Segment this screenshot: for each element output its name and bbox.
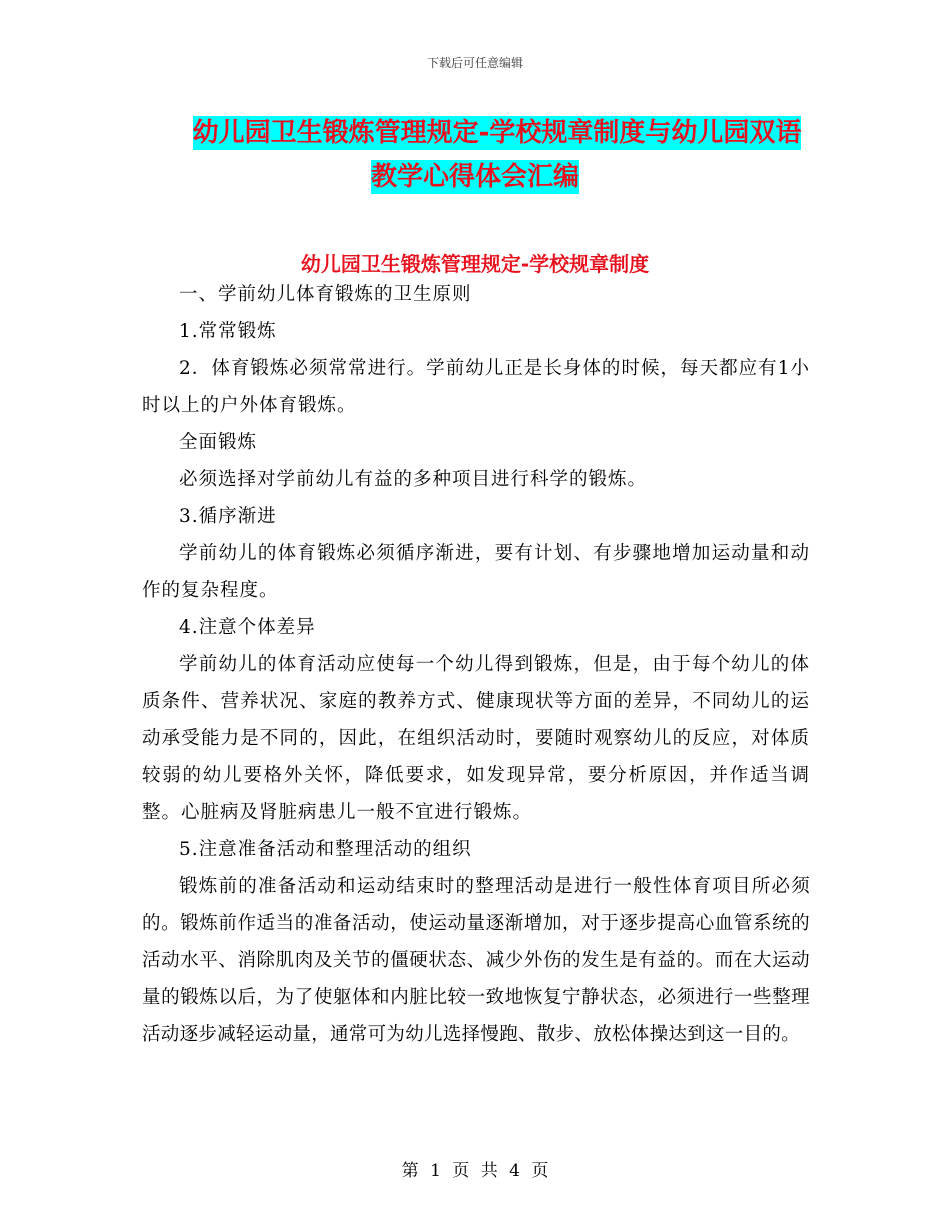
- page-header-note: 下载后可任意编辑: [426, 56, 523, 70]
- highlighted-title-text-1: 幼儿园卫生锻炼管理规定-学校规章制度与幼儿园双语: [192, 118, 802, 148]
- paragraph-gradual-progress: 学前幼儿的体育锻炼必须循序渐进，要有计划、有步骤地增加运动量和动作的复杂程度。: [142, 543, 810, 601]
- item-regular-exercise: 1.常常锻炼: [179, 321, 277, 342]
- item-individual-differences: 4.注意个体差异: [179, 617, 316, 638]
- highlighted-title-text-2: 教学心得体会汇编: [370, 162, 579, 192]
- document-title-line-2: [0, 156, 950, 193]
- item-warmup-cooldown: 5.注意准备活动和整理活动的组织: [179, 839, 472, 860]
- section-title: 幼儿园卫生锻炼管理规定-学校规章制度: [300, 252, 650, 276]
- item-gradual-progress: 3.循序渐进: [179, 506, 277, 527]
- paragraph-warmup-cooldown: 锻炼前的准备活动和运动结束时的整理活动是进行一般性体育项目所必须的。锻炼前作适当的准备活动，使运动量逐渐增加，对于逐步提高心血管系统的活动水平、消除肌肉及关节的僵硬状态、减少外伤的发生是有益的。而在大运动量的锻炼以后，为了使躯体和内脏比较一致地恢复宁静状态，必须进行一些整理活动逐步减轻运动量，通常可为幼儿选择慢跑、散步、放松体操达到这一目的。: [142, 876, 810, 1045]
- document-body: [142, 276, 810, 1053]
- paragraph-daily-exercise: 2．体育锻炼必须常常进行。学前幼儿正是长身体的时候，每天都应有1小时以上的户外体育锻炼。: [142, 358, 810, 416]
- page-number-footer: 第 1 页 共 4 页: [401, 1161, 549, 1181]
- heading-hygiene-principles: 一、学前幼儿体育锻炼的卫生原则: [179, 284, 472, 305]
- item-comprehensive-exercise: 全面锻炼: [179, 432, 258, 453]
- document-title-line-1: [22, 112, 950, 149]
- paragraph-individual-differences: 学前幼儿的体育活动应使每一个幼儿得到锻炼，但是，由于每个幼儿的体质条件、营养状况、家庭的教养方式、健康现状等方面的差异，不同幼儿的运动承受能力是不同的，因此，在组织活动时，要随时观察幼儿的反应，对体质较弱的幼儿要格外关怀，降低要求，如发现异常，要分析原因，并作适当调整。心脏病及肾脏病患儿一般不宜进行锻炼。: [142, 654, 810, 823]
- paragraph-select-projects: 必须选择对学前幼儿有益的多种项目进行科学的锻炼。: [179, 469, 648, 490]
